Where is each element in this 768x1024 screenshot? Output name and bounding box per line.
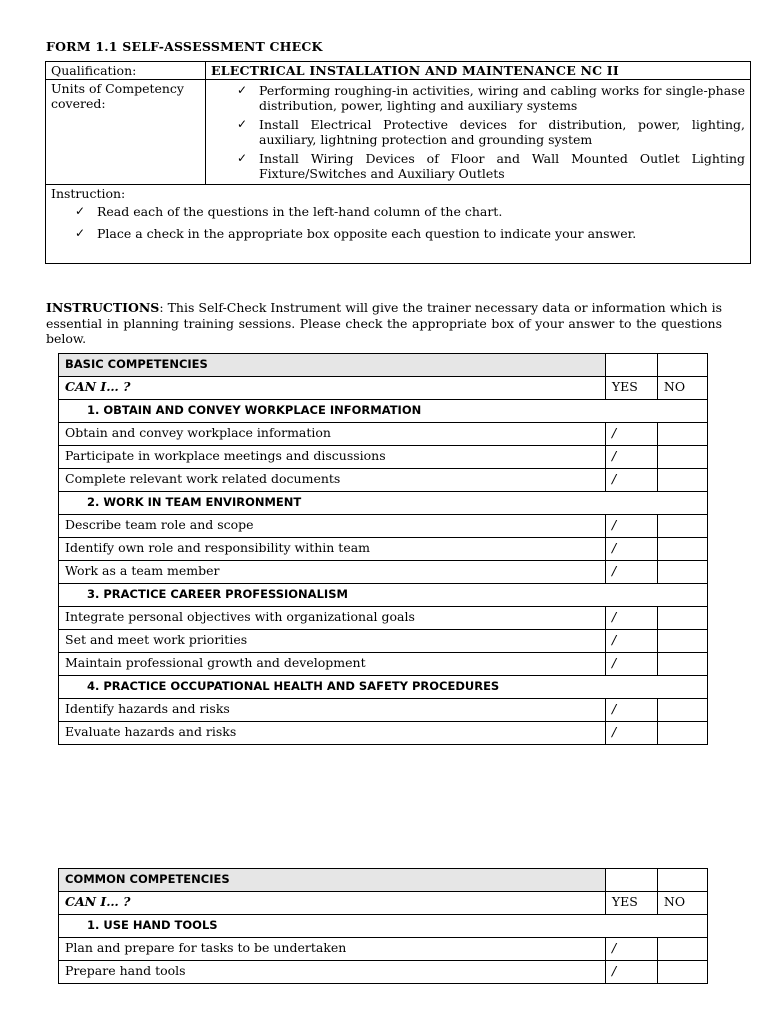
title-no-cell xyxy=(657,869,707,892)
basic-competencies-table xyxy=(58,353,708,745)
common-competencies-table xyxy=(58,868,708,984)
table-row xyxy=(59,722,708,745)
table-row xyxy=(59,469,708,492)
qualification-value: ELECTRICAL INSTALLATION AND MAINTENANCE NC II xyxy=(206,62,751,80)
unit-text: Install Electrical Protective devices for distribution, power, lighting, auxiliary, lightning protection and grounding system xyxy=(259,117,745,147)
can-i-header: CAN I… ? xyxy=(59,377,606,400)
question-cell: Maintain professional growth and development xyxy=(59,653,606,676)
no-checkbox-cell[interactable] xyxy=(657,423,707,446)
question-cell: Complete relevant work related documents xyxy=(59,469,606,492)
question-cell: Plan and prepare for tasks to be undertaken xyxy=(59,938,606,961)
column-header-row xyxy=(59,892,708,915)
section-heading: 3. PRACTICE CAREER PROFESSIONALISM xyxy=(59,584,708,607)
yes-checkbox-cell[interactable]: / xyxy=(605,722,657,745)
yes-checkbox-cell[interactable]: / xyxy=(605,938,657,961)
table-row xyxy=(59,515,708,538)
yes-checkbox-cell[interactable]: / xyxy=(605,515,657,538)
no-checkbox-cell[interactable] xyxy=(657,607,707,630)
table-row xyxy=(59,538,708,561)
no-header: NO xyxy=(657,377,707,400)
question-cell: Integrate personal objectives with organizational goals xyxy=(59,607,606,630)
unit-text: Performing roughing-in activities, wiring and cabling works for single-phase distribution, power, lighting and auxiliary systems xyxy=(259,83,745,113)
yes-checkbox-cell[interactable]: / xyxy=(605,469,657,492)
no-checkbox-cell[interactable] xyxy=(657,515,707,538)
instruction-cell xyxy=(46,185,751,264)
check-icon: ✓ xyxy=(237,117,248,131)
section-heading: 4. PRACTICE OCCUPATIONAL HEALTH AND SAFETY PROCEDURES xyxy=(59,676,708,699)
question-cell: Prepare hand tools xyxy=(59,961,606,984)
title-yes-cell xyxy=(605,869,657,892)
question-cell: Identify hazards and risks xyxy=(59,699,606,722)
check-icon: ✓ xyxy=(237,83,248,97)
no-checkbox-cell[interactable] xyxy=(657,938,707,961)
units-label: Units of Competency covered: xyxy=(46,80,206,185)
no-header: NO xyxy=(657,892,707,915)
competency-title-row xyxy=(59,354,708,377)
section-heading: 1. OBTAIN AND CONVEY WORKPLACE INFORMATION xyxy=(59,400,708,423)
no-checkbox-cell[interactable] xyxy=(657,538,707,561)
qualification-table xyxy=(45,61,751,264)
table-row xyxy=(59,938,708,961)
question-cell: Participate in workplace meetings and discussions xyxy=(59,446,606,469)
instruction-item xyxy=(51,204,745,219)
title-yes-cell xyxy=(605,354,657,377)
yes-checkbox-cell[interactable]: / xyxy=(605,961,657,984)
section-heading-row xyxy=(59,492,708,515)
can-i-header: CAN I… ? xyxy=(59,892,606,915)
section-heading: 2. WORK IN TEAM ENVIRONMENT xyxy=(59,492,708,515)
qualification-row xyxy=(46,62,751,80)
yes-checkbox-cell[interactable]: / xyxy=(605,653,657,676)
section-heading: 1. USE HAND TOOLS xyxy=(59,915,708,938)
table-row xyxy=(59,699,708,722)
instructions-paragraph xyxy=(46,300,722,347)
no-checkbox-cell[interactable] xyxy=(657,699,707,722)
instruction-text: Place a check in the appropriate box opposite each question to indicate your answer. xyxy=(97,226,637,241)
competency-title: BASIC COMPETENCIES xyxy=(59,354,606,377)
units-row xyxy=(46,80,751,185)
no-checkbox-cell[interactable] xyxy=(657,469,707,492)
competency-title-row xyxy=(59,869,708,892)
question-cell: Evaluate hazards and risks xyxy=(59,722,606,745)
column-header-row xyxy=(59,377,708,400)
question-cell: Work as a team member xyxy=(59,561,606,584)
no-checkbox-cell[interactable] xyxy=(657,722,707,745)
yes-checkbox-cell[interactable]: / xyxy=(605,423,657,446)
yes-checkbox-cell[interactable]: / xyxy=(605,607,657,630)
table-row xyxy=(59,446,708,469)
units-list xyxy=(206,80,751,185)
instruction-text: Read each of the questions in the left-hand column of the chart. xyxy=(97,204,503,219)
check-icon: ✓ xyxy=(75,226,86,240)
unit-item xyxy=(211,151,745,181)
no-checkbox-cell[interactable] xyxy=(657,630,707,653)
yes-checkbox-cell[interactable]: / xyxy=(605,630,657,653)
form-title: FORM 1.1 SELF-ASSESSMENT CHECK xyxy=(46,39,323,54)
unit-item xyxy=(211,117,745,147)
no-checkbox-cell[interactable] xyxy=(657,446,707,469)
section-heading-row xyxy=(59,676,708,699)
table-row xyxy=(59,423,708,446)
section-heading-row xyxy=(59,400,708,423)
question-cell: Set and meet work priorities xyxy=(59,630,606,653)
instruction-list xyxy=(51,204,745,241)
section-heading-row xyxy=(59,584,708,607)
competency-title: COMMON COMPETENCIES xyxy=(59,869,606,892)
instructions-text: : This Self-Check Instrument will give the trainer necessary data or information which is essential in planning training sessions. Please check the appropriate box of your answer to the questions below. xyxy=(46,300,722,346)
section-heading-row xyxy=(59,915,708,938)
title-no-cell xyxy=(657,354,707,377)
instruction-item xyxy=(51,226,745,241)
no-checkbox-cell[interactable] xyxy=(657,961,707,984)
unit-text: Install Wiring Devices of Floor and Wall Mounted Outlet Lighting Fixture/Switches and Auxiliary Outlets xyxy=(259,151,745,181)
yes-header: YES xyxy=(605,377,657,400)
table-row xyxy=(59,630,708,653)
table-row xyxy=(59,653,708,676)
instruction-label: Instruction: xyxy=(51,186,126,201)
qualification-label: Qualification: xyxy=(46,62,206,80)
check-icon: ✓ xyxy=(75,204,86,218)
yes-checkbox-cell[interactable]: / xyxy=(605,699,657,722)
table-row xyxy=(59,961,708,984)
yes-checkbox-cell[interactable]: / xyxy=(605,561,657,584)
no-checkbox-cell[interactable] xyxy=(657,561,707,584)
instructions-lead: INSTRUCTIONS xyxy=(46,300,160,315)
yes-checkbox-cell[interactable]: / xyxy=(605,446,657,469)
table-row xyxy=(59,607,708,630)
yes-checkbox-cell[interactable]: / xyxy=(605,538,657,561)
question-cell: Obtain and convey workplace information xyxy=(59,423,606,446)
question-cell: Identify own role and responsibility within team xyxy=(59,538,606,561)
yes-header: YES xyxy=(605,892,657,915)
check-icon: ✓ xyxy=(237,151,248,165)
table-row xyxy=(59,561,708,584)
instruction-row xyxy=(46,185,751,264)
no-checkbox-cell[interactable] xyxy=(657,653,707,676)
question-cell: Describe team role and scope xyxy=(59,515,606,538)
unit-item xyxy=(211,83,745,113)
